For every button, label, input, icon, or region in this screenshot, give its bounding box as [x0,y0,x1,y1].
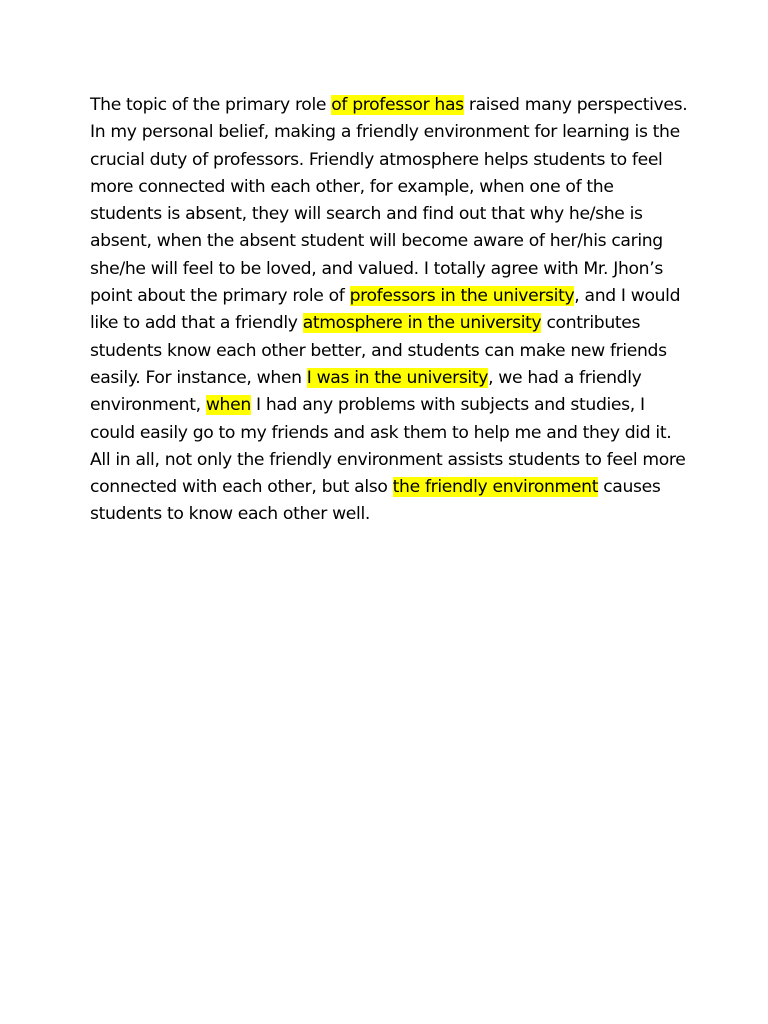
text-run: In my personal belief, making a friendly environment for learning is the [90,122,680,143]
text-run: she/he will feel to be loved, and valued. I totally agree with Mr. Jhon’s [90,258,663,279]
highlighted-text: I was in the university [306,367,489,388]
text-run: easily. For instance, when [90,367,307,388]
text-run: absent, when the absent student will become aware of her/his caring [90,231,663,252]
text-line [90,420,690,447]
text-run: more connected with each other, for example, when one of the [90,176,614,197]
text-line [90,201,690,228]
text-run: , and I would [574,286,681,307]
text-line [90,392,690,419]
highlighted-text: of professor has [331,95,464,115]
text-run: connected with each other, but also [90,477,393,498]
text-line [90,474,690,501]
body-paragraph [90,92,690,529]
text-line [90,119,690,146]
text-line [90,310,690,337]
text-run: contributes [541,313,641,334]
text-run: point about the primary role of [90,286,350,307]
text-line [90,147,690,174]
text-run: students know each other better, and students can make new friends [90,340,667,361]
text-run: All in all, not only the friendly environment assists students to feel more [90,449,686,470]
highlighted-text: when [205,395,251,416]
text-run: The topic of the primary role [90,95,332,115]
text-line [90,447,690,474]
text-run: students to know each other well. [90,504,370,525]
text-line [90,92,690,119]
highlighted-text: atmosphere in the university [302,313,542,334]
highlighted-text: professors in the university [349,286,575,307]
text-line [90,338,690,365]
text-run: I had any problems with subjects and studies, I [250,395,645,416]
text-line [90,174,690,201]
text-run: , we had a friendly [488,367,642,388]
highlighted-text: the friendly environment [392,477,599,498]
text-line [90,501,690,528]
text-line [90,365,690,392]
text-run: students is absent, they will search and find out that why he/she is [90,204,643,225]
text-run: raised many perspectives. [463,95,688,115]
text-line [90,228,690,255]
text-run: environment, [90,395,206,416]
text-line [90,283,690,310]
text-run: crucial duty of professors. Friendly atmosphere helps students to feel [90,149,663,170]
text-line [90,256,690,283]
text-run: causes [598,477,661,498]
text-run: could easily go to my friends and ask them to help me and they did it. [90,422,672,443]
text-run: like to add that a friendly [90,313,303,334]
